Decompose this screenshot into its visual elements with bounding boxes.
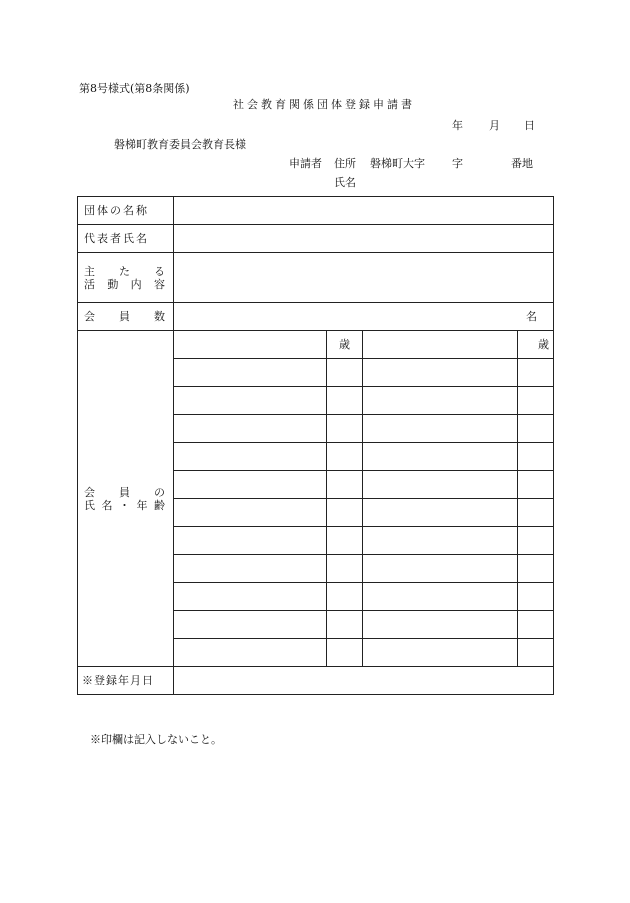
page-title: 社会教育関係団体登録申請書 bbox=[233, 98, 415, 111]
members-label-char: 氏 bbox=[84, 498, 95, 512]
activity-label-char: た bbox=[119, 264, 130, 278]
member-age-cell[interactable] bbox=[327, 443, 363, 471]
activity-label-char: 内 bbox=[130, 277, 142, 291]
activity-row bbox=[78, 253, 554, 303]
member-name-cell[interactable] bbox=[174, 499, 327, 527]
member-name-cell[interactable] bbox=[174, 583, 327, 611]
member-age-cell[interactable] bbox=[518, 611, 554, 639]
activity-label bbox=[78, 253, 174, 303]
activity-label-char: る bbox=[154, 264, 165, 278]
address-aza: 字 bbox=[452, 157, 463, 170]
member-name-cell[interactable] bbox=[174, 555, 327, 583]
member-name-cell[interactable] bbox=[363, 583, 518, 611]
activity-label-char: 活 bbox=[84, 277, 95, 291]
activity-label-char: 動 bbox=[107, 277, 119, 291]
member-age-cell[interactable] bbox=[518, 555, 554, 583]
member-name-cell[interactable] bbox=[174, 443, 327, 471]
member-age-cell[interactable] bbox=[327, 331, 363, 359]
member-age-cell[interactable] bbox=[327, 583, 363, 611]
member-age-cell[interactable] bbox=[327, 471, 363, 499]
group-name-field[interactable] bbox=[174, 197, 554, 225]
member-name-cell[interactable] bbox=[363, 387, 518, 415]
members-label-char: 年 bbox=[136, 498, 148, 512]
member-age-cell[interactable] bbox=[327, 359, 363, 387]
member-name-cell[interactable] bbox=[174, 611, 327, 639]
group-name-row bbox=[78, 197, 554, 225]
member-age-cell[interactable] bbox=[518, 499, 554, 527]
member-row bbox=[78, 331, 554, 359]
activity-label-char: 主 bbox=[84, 264, 95, 278]
members-label-char: 名 bbox=[101, 498, 113, 512]
registration-form-table bbox=[77, 196, 554, 695]
member-name-cell[interactable] bbox=[363, 611, 518, 639]
members-label-char: 齢 bbox=[154, 498, 165, 512]
member-name-cell[interactable] bbox=[174, 415, 327, 443]
member-name-cell[interactable] bbox=[363, 331, 518, 359]
member-name-cell[interactable] bbox=[174, 471, 327, 499]
member-name-cell[interactable] bbox=[363, 471, 518, 499]
members-label-char: 会 bbox=[84, 485, 95, 499]
member-count-unit: 名 bbox=[526, 310, 537, 323]
date-day-label: 日 bbox=[524, 119, 535, 132]
applicant-label: 申請者 bbox=[289, 157, 322, 170]
member-name-cell[interactable] bbox=[174, 359, 327, 387]
member-age-cell[interactable] bbox=[518, 331, 554, 359]
group-name-label: 団体の名称 bbox=[78, 197, 174, 225]
member-count-label-char: 員 bbox=[119, 310, 130, 323]
member-name-cell[interactable] bbox=[363, 499, 518, 527]
age-unit: 歳 bbox=[538, 338, 549, 351]
member-age-cell[interactable] bbox=[327, 387, 363, 415]
member-count-label bbox=[78, 303, 174, 331]
member-count-row bbox=[78, 303, 554, 331]
registration-date-row bbox=[78, 667, 554, 695]
registration-date-label: ※登録年月日 bbox=[78, 667, 174, 695]
member-count-label-char: 会 bbox=[84, 310, 95, 323]
age-unit: 歳 bbox=[339, 338, 350, 351]
name-label: 氏名 bbox=[334, 176, 356, 189]
form-number: 第8号様式(第8条関係) bbox=[79, 82, 190, 95]
representative-label: 代表者氏名 bbox=[78, 225, 174, 253]
activity-label-char: 容 bbox=[153, 277, 165, 291]
member-age-cell[interactable] bbox=[327, 527, 363, 555]
member-age-cell[interactable] bbox=[518, 527, 554, 555]
member-count-label-char: 数 bbox=[154, 310, 165, 323]
member-age-cell[interactable] bbox=[518, 387, 554, 415]
member-age-cell[interactable] bbox=[518, 471, 554, 499]
registration-date-field[interactable] bbox=[174, 667, 554, 695]
date-month-label: 月 bbox=[489, 119, 500, 132]
member-name-cell[interactable] bbox=[363, 443, 518, 471]
member-name-cell[interactable] bbox=[174, 331, 327, 359]
footnote: ※印欄は記入しないこと。 bbox=[90, 733, 222, 746]
activity-field[interactable] bbox=[174, 253, 554, 303]
member-age-cell[interactable] bbox=[518, 415, 554, 443]
member-name-cell[interactable] bbox=[363, 415, 518, 443]
representative-row bbox=[78, 225, 554, 253]
member-count-field[interactable] bbox=[174, 303, 554, 331]
member-age-cell[interactable] bbox=[327, 555, 363, 583]
date-year-label: 年 bbox=[452, 119, 463, 132]
address-label: 住所 bbox=[334, 157, 356, 170]
representative-field[interactable] bbox=[174, 225, 554, 253]
members-label-char: の bbox=[154, 485, 165, 499]
members-label-char: 員 bbox=[119, 485, 130, 499]
members-label-char: ・ bbox=[119, 498, 130, 512]
member-age-cell[interactable] bbox=[327, 639, 363, 667]
member-age-cell[interactable] bbox=[327, 415, 363, 443]
member-age-cell[interactable] bbox=[518, 359, 554, 387]
member-age-cell[interactable] bbox=[518, 639, 554, 667]
member-name-cell[interactable] bbox=[174, 639, 327, 667]
member-name-cell[interactable] bbox=[363, 359, 518, 387]
address-town: 磐梯町大字 bbox=[370, 157, 425, 170]
member-age-cell[interactable] bbox=[518, 583, 554, 611]
member-name-cell[interactable] bbox=[363, 527, 518, 555]
addressee: 磐梯町教育委員会教育長様 bbox=[114, 138, 246, 151]
members-label bbox=[78, 331, 174, 667]
member-name-cell[interactable] bbox=[363, 639, 518, 667]
member-name-cell[interactable] bbox=[363, 555, 518, 583]
member-age-cell[interactable] bbox=[327, 611, 363, 639]
address-banchi: 番地 bbox=[511, 157, 533, 170]
member-age-cell[interactable] bbox=[518, 443, 554, 471]
member-name-cell[interactable] bbox=[174, 387, 327, 415]
member-name-cell[interactable] bbox=[174, 527, 327, 555]
member-age-cell[interactable] bbox=[327, 499, 363, 527]
